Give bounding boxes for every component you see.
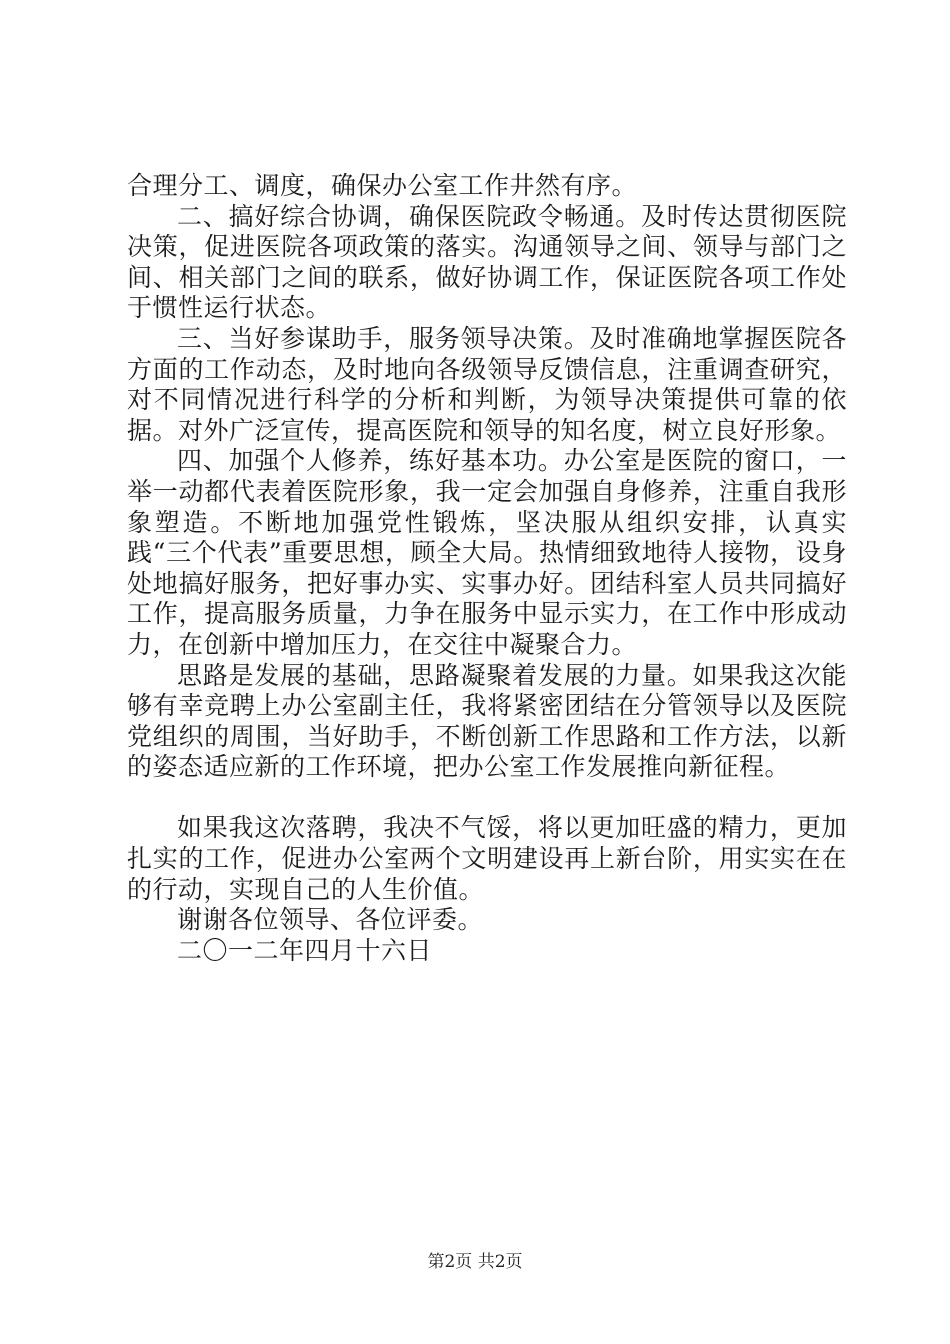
paragraph-conclusion: 思路是发展的基础，思路凝聚着发展的力量。如果我这次能够有幸竞聘上办公室副主任，我将紧密团结在分管领导以及医院党组织的周围，当好助手，不断创新工作思路和工作方法，以新的姿态适应新的工作环境，把办公室工作发展推向新征程。 xyxy=(127,660,847,782)
paragraph-continuation: 合理分工、调度，确保办公室工作井然有序。 xyxy=(127,171,638,200)
paragraph-section-four: 四、加强个人修养，练好基本功。办公室是医院的窗口，一举一动都代表着医院形象，我一定会加强自身修养，注重自我形象塑造。不断地加强党性锻炼，坚决服从组织安排，认真实践“三个代表”重要思想，顾全大局。热情细致地待人接物，设身处地搞好服务，把好事办实、实事办好。团结科室人员共同搞好工作，提高服务质量，力争在服务中显示实力，在工作中形成动力，在创新中增加压力，在交往中凝聚合力。 xyxy=(127,446,847,659)
paragraph-section-two: 二、搞好综合协调，确保医院政令畅通。及时传达贯彻医院决策，促进医院各项政策的落实。沟通领导之间、领导与部门之间、相关部门之间的联系，做好协调工作，保证医院各项工作处于惯性运行状态。 xyxy=(127,201,847,323)
paragraph-thanks: 谢谢各位领导、各位评委。 xyxy=(177,905,484,935)
paragraph-if-not-selected: 如果我这次落聘，我决不气馁，将以更加旺盛的精力，更加扎实的工作，促进办公室两个文明建设再上新台阶，用实实在在的行动，实现自己的人生价值。 xyxy=(127,813,847,904)
document-date: 二〇一二年四月十六日 xyxy=(177,935,433,965)
paragraph-section-three: 三、当好参谋助手，服务领导决策。及时准确地掌握医院各方面的工作动态，及时地向各级领导反馈信息，注重调查研究，对不同情况进行科学的分析和判断，为领导决策提供可靠的依据。对外广泛宣传，提高医院和领导的知名度，树立良好形象。 xyxy=(127,323,847,445)
paragraph-spacer xyxy=(127,783,847,814)
document-body xyxy=(127,171,847,966)
page-footer: 第2页 共2页 xyxy=(427,1252,523,1272)
